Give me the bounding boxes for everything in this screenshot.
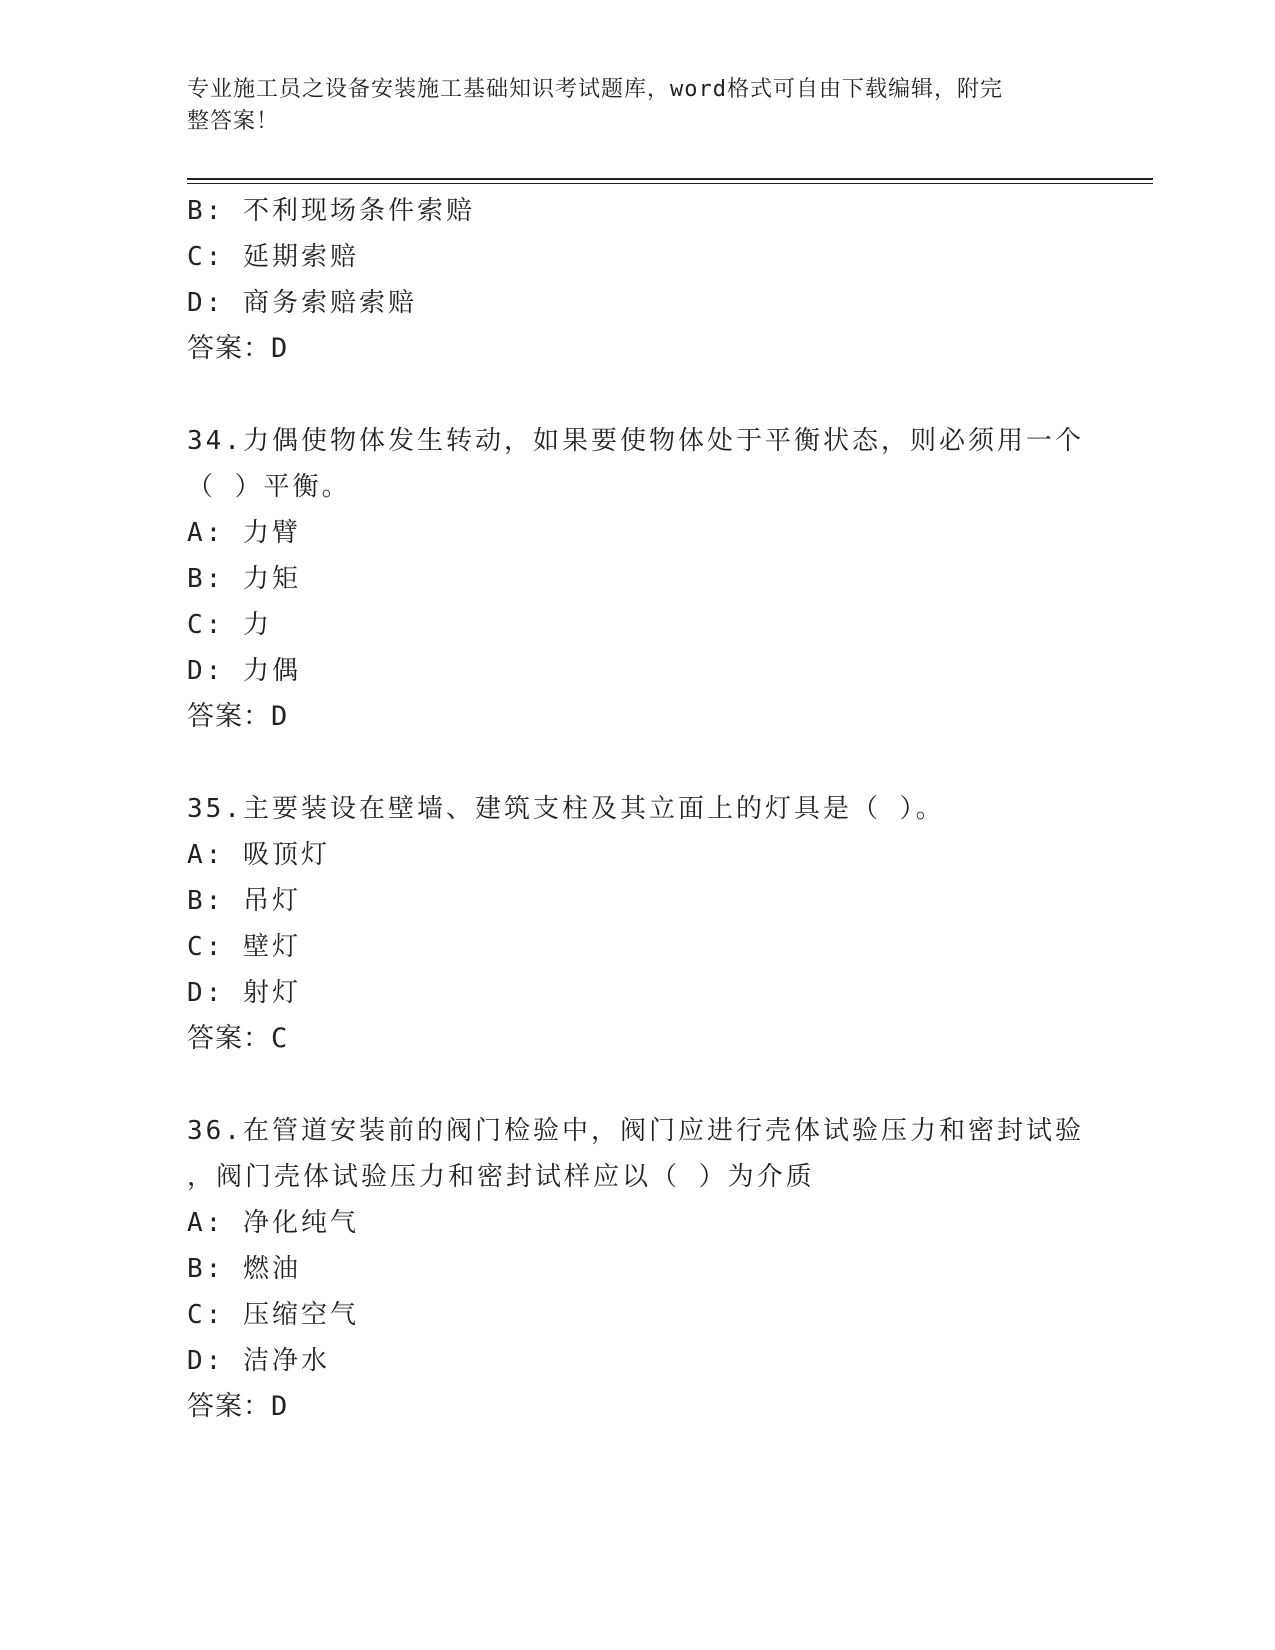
- header-divider-thin: [187, 183, 1153, 184]
- spacer: [187, 740, 1087, 786]
- spacer: [187, 372, 1087, 418]
- option-b: B: 不利现场条件索赔: [187, 196, 475, 226]
- header-line-2: 整答案！: [187, 109, 280, 134]
- question-stem-continued: ，阀门壳体试验压力和密封试样应以（ ）为介质: [187, 1162, 815, 1192]
- answer-line: 答案：D: [187, 701, 289, 732]
- question-stem: 36.在管道安装前的阀门检验中，阀门应进行壳体试验压力和密封试验: [187, 1116, 1084, 1146]
- question-block-34: [187, 418, 1087, 740]
- question-block-35: [187, 786, 1087, 1062]
- answer-line: 答案：D: [187, 1391, 289, 1422]
- answer-line: 答案：C: [187, 1023, 289, 1054]
- header-line-1: 专业施工员之设备安装施工基础知识考试题库，word格式可自由下载编辑，附完: [187, 77, 1003, 102]
- option-d: D: 洁净水: [187, 1346, 330, 1376]
- question-stem: 35.主要装设在壁墙、建筑支柱及其立面上的灯具是（ ）。: [187, 794, 945, 824]
- answer-line: 答案：D: [187, 333, 289, 364]
- option-b: B: 吊灯: [187, 886, 301, 916]
- header-divider-thick: [187, 178, 1153, 180]
- question-stem: 34.力偶使物体发生转动，如果要使物体处于平衡状态，则必须用一个: [187, 426, 1084, 456]
- option-d: D: 商务索赔索赔: [187, 288, 417, 318]
- question-block-36: [187, 1108, 1087, 1430]
- option-d: D: 射灯: [187, 978, 301, 1008]
- question-stem-continued: （ ）平衡。: [187, 472, 351, 502]
- option-c: C: 延期索赔: [187, 242, 359, 272]
- option-a: A: 力臂: [187, 518, 301, 548]
- question-block-33: [187, 188, 1087, 372]
- question-content: [187, 188, 1087, 1430]
- option-c: C: 壁灯: [187, 932, 301, 962]
- option-a: A: 净化纯气: [187, 1208, 359, 1238]
- spacer: [187, 1062, 1087, 1108]
- option-a: A: 吸顶灯: [187, 840, 330, 870]
- document-header: [187, 74, 1067, 138]
- option-b: B: 燃油: [187, 1254, 301, 1284]
- option-c: C: 压缩空气: [187, 1300, 359, 1330]
- option-b: B: 力矩: [187, 564, 301, 594]
- option-d: D: 力偶: [187, 656, 301, 686]
- option-c: C: 力: [187, 610, 272, 640]
